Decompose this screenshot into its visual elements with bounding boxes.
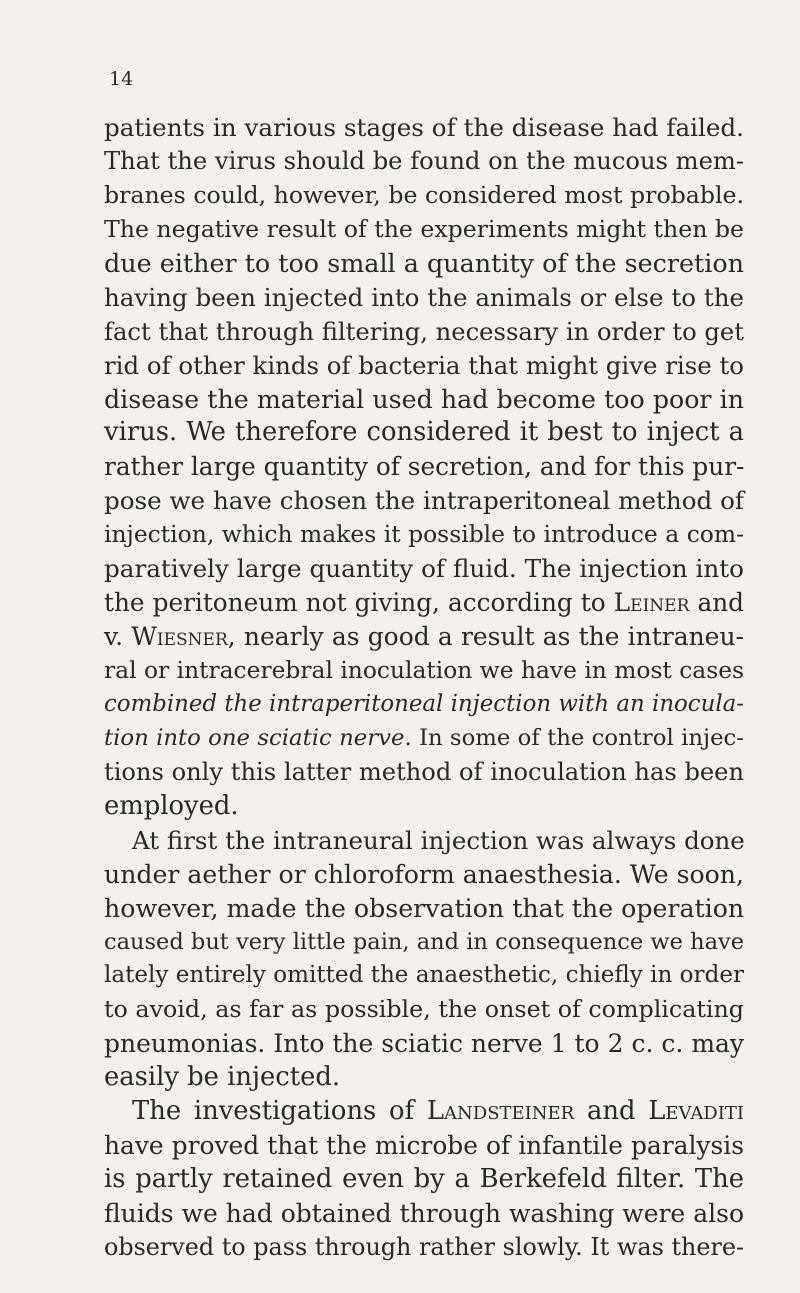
paragraph-start-line: At first the intraneural injection was always done	[132, 825, 745, 855]
author-name-landsteiner: Landsteiner	[426, 1096, 575, 1127]
text-line: paratively large quantity of fluid. The injection into	[104, 554, 744, 584]
text-line: injection, which makes it possible to introduce a com-	[104, 520, 744, 549]
text-line: The negative result of the experiments might then be	[104, 214, 744, 243]
text-line: however, made the observation that the operation	[104, 893, 745, 923]
author-name-leiner: Leiner	[613, 588, 690, 618]
text-line: fluids we had obtained through washing were also	[104, 1199, 744, 1228]
text-line-italic: combined the intraperitoneal injection with an inocula-	[104, 690, 744, 717]
text-fragment: v.	[104, 622, 132, 652]
paragraph-end-line: employed.	[104, 790, 239, 821]
text-line: lately entirely omitted the anaesthetic, chiefly in order	[104, 962, 744, 989]
text-line: pneumonias. Into the sciatic nerve 1 to 2 c. c. may	[104, 1029, 744, 1059]
text-fragment: the peritoneum not giving, according to	[104, 588, 614, 618]
text-fragment: . In some of the control injec-	[404, 724, 745, 751]
text-line: due either to too small a quantity of the secretion	[104, 247, 744, 278]
text-line: to avoid, as far as possible, the onset of complicating	[104, 995, 744, 1024]
text-line	[104, 722, 744, 756]
text-line: tions only this latter method of inoculation has been	[104, 757, 744, 786]
page-number: 14	[109, 68, 134, 90]
paragraph-start-line	[104, 1095, 744, 1129]
text-line: That the virus should be found on the mucous mem-	[104, 146, 745, 175]
italic-fragment: tion into one sciatic nerve	[104, 724, 405, 751]
text-line: rather large quantity of secretion, and for this pur-	[104, 452, 745, 482]
text-line: fact that through filtering, necessary in order to get	[104, 316, 744, 346]
text-line: caused but very little pain, and in consequence we have	[104, 928, 744, 955]
author-name-levaditi: Levaditi	[648, 1096, 744, 1127]
text-line: ral or intracerebral inoculation we have in most cases	[104, 656, 744, 684]
text-line: patients in various stages of the disease had failed.	[104, 113, 744, 142]
paragraph-end-line: easily be injected.	[104, 1062, 341, 1093]
text-line: have proved that the microbe of infantile paralysis	[104, 1131, 744, 1161]
text-line: under aether or chloroform anaesthesia. We soon,	[104, 859, 744, 889]
text-fragment: and	[574, 1096, 649, 1127]
text-line: is partly retained even by a Berkefeld filter. The	[104, 1164, 744, 1195]
text-fragment: , nearly as good a result as the intraneu-	[227, 622, 744, 652]
text-line	[104, 620, 744, 654]
text-line	[104, 586, 744, 620]
text-line: virus. We therefore considered it best to inject a	[104, 417, 744, 448]
text-line: having been injected into the animals or else to the	[104, 282, 744, 312]
text-line: disease the material used had become too poor in	[104, 384, 744, 414]
text-line: rid of other kinds of bacteria that might give rise to	[104, 350, 744, 380]
author-name-wiesner: Wiesner	[131, 622, 228, 652]
text-line: branes could, however, be considered most probable.	[104, 180, 744, 209]
text-line: observed to pass through rather slowly. It was there-	[104, 1232, 744, 1261]
text-fragment: The investigations of	[132, 1096, 427, 1127]
text-line: pose we have chosen the intraperitoneal method of	[104, 486, 744, 516]
body-text	[104, 111, 744, 1265]
text-fragment: and	[689, 588, 744, 618]
